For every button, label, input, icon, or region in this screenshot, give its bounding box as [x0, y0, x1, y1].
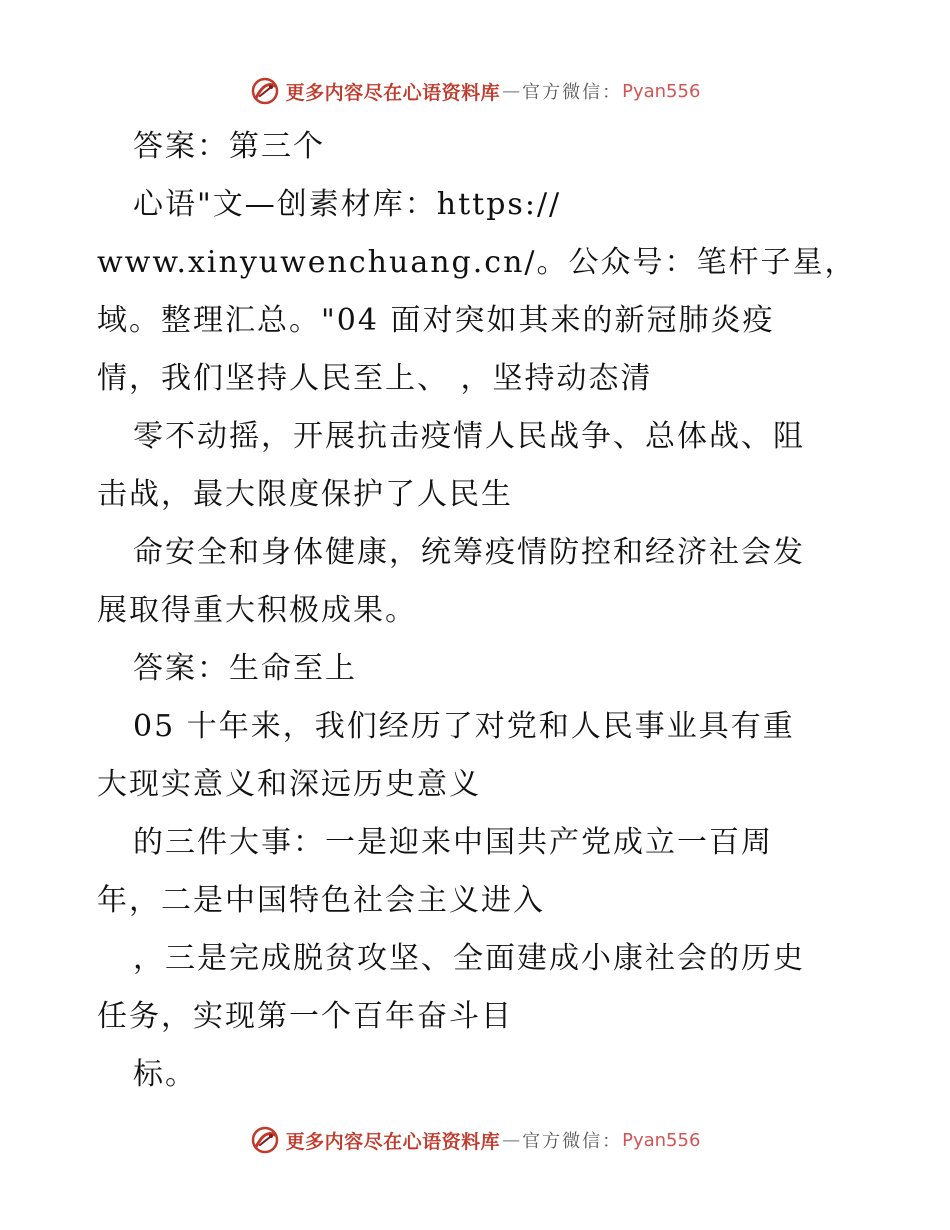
text-line: 大现实意义和深远历史意义 [97, 767, 481, 802]
banner-dash: — [502, 80, 521, 102]
text-line: 答案：生命至上 [133, 651, 357, 686]
text-line: 击战，最大限度保护了人民生 [97, 477, 513, 512]
pen-logo-icon [250, 76, 280, 106]
text-line: 命安全和身体健康，统筹疫情防控和经济社会发 [133, 535, 805, 570]
banner-official-label: 官方微信： [522, 1131, 623, 1152]
banner-main-text: 更多内容尽在心语资料库 [285, 1130, 501, 1153]
text-line: 05 十年来，我们经历了对党和人民事业具有重 [133, 709, 795, 744]
text-line: 的三件大事：一是迎来中国共产党成立一百周 [133, 825, 773, 860]
banner-official-label: 官方微信： [522, 82, 623, 103]
text-line: 零不动摇，开展抗击疫情人民战争、总体战、阻 [133, 419, 805, 454]
banner-main-text: 更多内容尽在心语资料库 [285, 81, 501, 104]
text-line: 域。整理汇总。"04 面对突如其来的新冠肺炎疫 [97, 303, 775, 338]
header-banner [0, 71, 950, 111]
banner-dash: — [502, 1129, 521, 1151]
text-line: 心语"文—创素材库：https:// [133, 187, 562, 222]
pen-logo-icon [250, 1125, 280, 1155]
text-line: 年，二是中国特色社会主义进入 [97, 883, 545, 918]
text-line: 答案：第三个 [133, 129, 325, 164]
text-line: www.xinyuwenchuang.cn/。公众号：笔杆子星， [97, 245, 857, 280]
text-line: 标。 [133, 1057, 197, 1092]
footer-banner [0, 1120, 950, 1160]
banner-wechat-handle: Pyan556 [622, 80, 701, 102]
text-line: ，三是完成脱贫攻坚、全面建成小康社会的历史 [133, 941, 805, 976]
text-line: 任务，实现第一个百年奋斗目 [97, 999, 513, 1034]
text-line: 情，我们坚持人民至上、 ，坚持动态清 [97, 361, 653, 396]
banner-wechat-handle: Pyan556 [622, 1129, 701, 1151]
text-line: 展取得重大积极成果。 [97, 593, 417, 628]
